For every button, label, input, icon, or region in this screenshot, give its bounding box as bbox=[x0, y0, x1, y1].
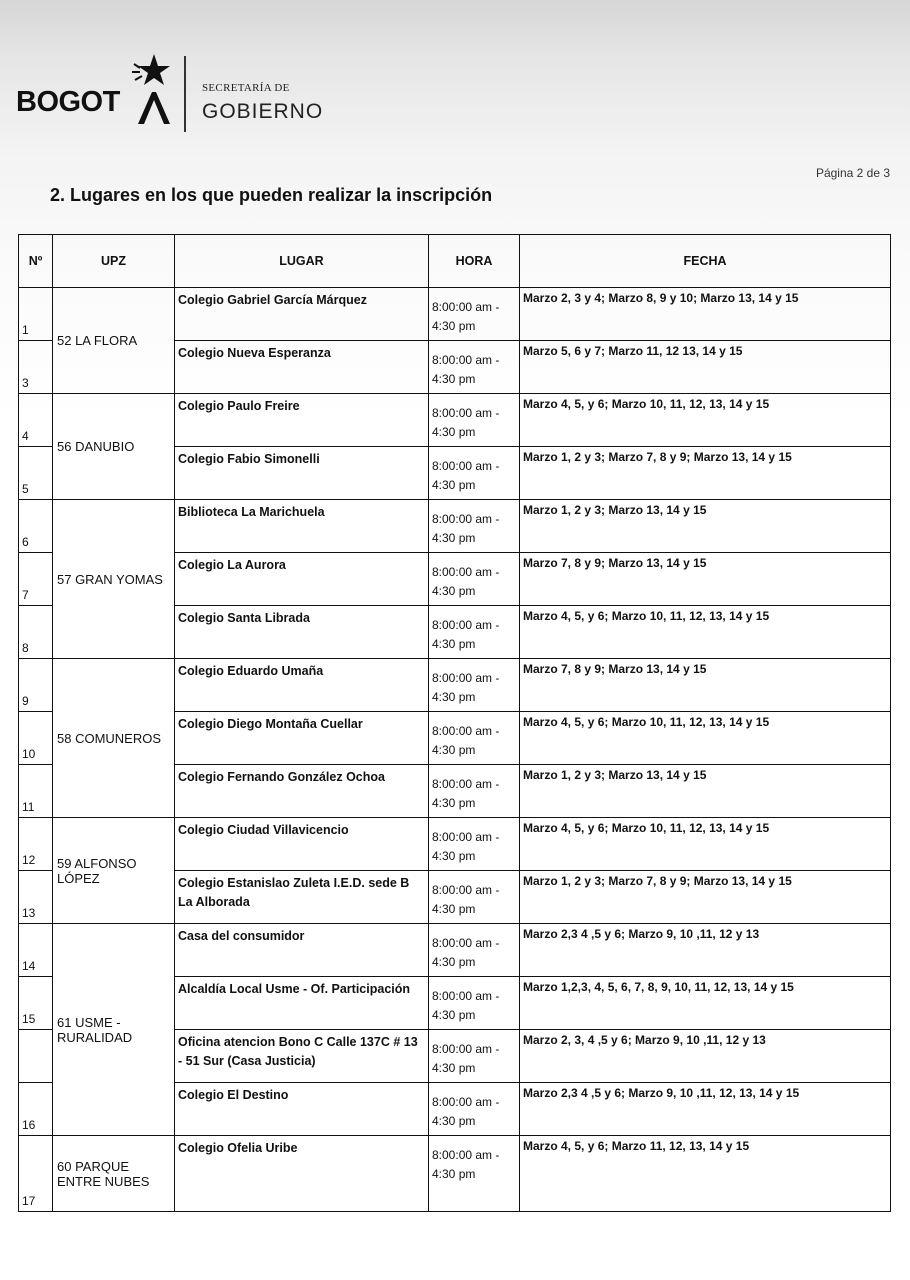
lugar-cell: Biblioteca La Marichuela bbox=[175, 500, 429, 553]
lugar-cell: Alcaldía Local Usme - Of. Participación bbox=[175, 977, 429, 1030]
header-hora: HORA bbox=[429, 235, 520, 288]
lugar-cell: Colegio Ofelia Uribe bbox=[175, 1136, 429, 1212]
hora-end: 4:30 pm bbox=[432, 1061, 476, 1075]
header-fecha: FECHA bbox=[520, 235, 891, 288]
hora-start: 8:00:00 am - bbox=[432, 459, 500, 473]
row-number: 16 bbox=[19, 1083, 53, 1136]
lugar-cell: Colegio La Aurora bbox=[175, 553, 429, 606]
hora-cell bbox=[429, 447, 520, 500]
row-number: 12 bbox=[19, 818, 53, 871]
hora-cell bbox=[429, 1083, 520, 1136]
hora-start: 8:00:00 am - bbox=[432, 777, 500, 791]
row-number: 11 bbox=[19, 765, 53, 818]
row-number: 3 bbox=[19, 341, 53, 394]
fecha-cell: Marzo 4, 5, y 6; Marzo 10, 11, 12, 13, 14 y 15 bbox=[520, 394, 891, 447]
row-number: 10 bbox=[19, 712, 53, 765]
row-number: 9 bbox=[19, 659, 53, 712]
fecha-cell: Marzo 7, 8 y 9; Marzo 13, 14 y 15 bbox=[520, 553, 891, 606]
header-num: Nº bbox=[19, 235, 53, 288]
hora-end: 4:30 pm bbox=[432, 1167, 476, 1181]
row-number: 8 bbox=[19, 606, 53, 659]
row-number: 17 bbox=[19, 1136, 53, 1212]
table-row bbox=[19, 394, 891, 447]
lambda-a-icon bbox=[134, 86, 174, 126]
table-row bbox=[19, 288, 891, 341]
row-number: 14 bbox=[19, 924, 53, 977]
fecha-cell: Marzo 2,3 4 ,5 y 6; Marzo 9, 10 ,11, 12, 13, 14 y 15 bbox=[520, 1083, 891, 1136]
fecha-cell: Marzo 1, 2 y 3; Marzo 7, 8 y 9; Marzo 13, 14 y 15 bbox=[520, 871, 891, 924]
table-row bbox=[19, 818, 891, 871]
hora-cell bbox=[429, 288, 520, 341]
logo-gobierno: GOBIERNO bbox=[202, 100, 324, 123]
fecha-cell: Marzo 4, 5, y 6; Marzo 10, 11, 12, 13, 14 y 15 bbox=[520, 818, 891, 871]
hora-end: 4:30 pm bbox=[432, 902, 476, 916]
row-number: 4 bbox=[19, 394, 53, 447]
lugar-cell: Colegio Eduardo Umaña bbox=[175, 659, 429, 712]
lugar-cell: Colegio Fabio Simonelli bbox=[175, 447, 429, 500]
fecha-cell: Marzo 4, 5, y 6; Marzo 10, 11, 12, 13, 14 y 15 bbox=[520, 606, 891, 659]
upz-cell: 61 USME - RURALIDAD bbox=[53, 924, 175, 1136]
fecha-cell: Marzo 7, 8 y 9; Marzo 13, 14 y 15 bbox=[520, 659, 891, 712]
logo-bogota-text: BOGOT bbox=[16, 86, 120, 118]
row-number: 6 bbox=[19, 500, 53, 553]
hora-cell bbox=[429, 871, 520, 924]
row-number: 13 bbox=[19, 871, 53, 924]
hora-start: 8:00:00 am - bbox=[432, 936, 500, 950]
lugar-cell: Colegio Santa Librada bbox=[175, 606, 429, 659]
hora-end: 4:30 pm bbox=[432, 425, 476, 439]
hora-cell bbox=[429, 606, 520, 659]
hora-end: 4:30 pm bbox=[432, 372, 476, 386]
row-number: 7 bbox=[19, 553, 53, 606]
table-header-row bbox=[19, 235, 891, 288]
hora-start: 8:00:00 am - bbox=[432, 724, 500, 738]
hora-end: 4:30 pm bbox=[432, 796, 476, 810]
fecha-cell: Marzo 1, 2 y 3; Marzo 7, 8 y 9; Marzo 13, 14 y 15 bbox=[520, 447, 891, 500]
hora-cell bbox=[429, 765, 520, 818]
hora-end: 4:30 pm bbox=[432, 319, 476, 333]
hora-cell bbox=[429, 977, 520, 1030]
table-row bbox=[19, 924, 891, 977]
hora-cell bbox=[429, 1030, 520, 1083]
hora-start: 8:00:00 am - bbox=[432, 830, 500, 844]
bogota-logo bbox=[16, 52, 376, 136]
hora-end: 4:30 pm bbox=[432, 1008, 476, 1022]
upz-cell: 58 COMUNEROS bbox=[53, 659, 175, 818]
hora-start: 8:00:00 am - bbox=[432, 353, 500, 367]
lugar-cell: Colegio Paulo Freire bbox=[175, 394, 429, 447]
table-row bbox=[19, 1136, 891, 1212]
page-number: Página 2 de 3 bbox=[815, 166, 890, 180]
lugar-cell: Colegio Fernando González Ochoa bbox=[175, 765, 429, 818]
fecha-cell: Marzo 5, 6 y 7; Marzo 11, 12 13, 14 y 15 bbox=[520, 341, 891, 394]
hora-start: 8:00:00 am - bbox=[432, 406, 500, 420]
hora-cell bbox=[429, 1136, 520, 1212]
hora-cell bbox=[429, 553, 520, 606]
hora-end: 4:30 pm bbox=[432, 849, 476, 863]
hora-end: 4:30 pm bbox=[432, 531, 476, 545]
upz-cell: 56 DANUBIO bbox=[53, 394, 175, 500]
fecha-cell: Marzo 2, 3 y 4; Marzo 8, 9 y 10; Marzo 13, 14 y 15 bbox=[520, 288, 891, 341]
fecha-cell: Marzo 4, 5, y 6; Marzo 11, 12, 13, 14 y 15 bbox=[520, 1136, 891, 1212]
registration-table bbox=[18, 234, 891, 1212]
hora-cell bbox=[429, 500, 520, 553]
table-row bbox=[19, 500, 891, 553]
upz-cell: 52 LA FLORA bbox=[53, 288, 175, 394]
hora-start: 8:00:00 am - bbox=[432, 1042, 500, 1056]
fecha-cell: Marzo 1, 2 y 3; Marzo 13, 14 y 15 bbox=[520, 765, 891, 818]
hora-start: 8:00:00 am - bbox=[432, 300, 500, 314]
hora-start: 8:00:00 am - bbox=[432, 989, 500, 1003]
hora-end: 4:30 pm bbox=[432, 584, 476, 598]
header-lugar: LUGAR bbox=[175, 235, 429, 288]
section-title: 2. Lugares en los que pueden realizar la inscripción bbox=[50, 185, 493, 205]
hora-cell bbox=[429, 394, 520, 447]
hora-start: 8:00:00 am - bbox=[432, 1095, 500, 1109]
hora-end: 4:30 pm bbox=[432, 955, 476, 969]
hora-cell bbox=[429, 659, 520, 712]
lugar-cell: Colegio Gabriel García Márquez bbox=[175, 288, 429, 341]
hora-end: 4:30 pm bbox=[432, 743, 476, 757]
hora-start: 8:00:00 am - bbox=[432, 671, 500, 685]
hora-start: 8:00:00 am - bbox=[432, 565, 500, 579]
fecha-cell: Marzo 1,2,3, 4, 5, 6, 7, 8, 9, 10, 11, 12, 13, 14 y 15 bbox=[520, 977, 891, 1030]
fecha-cell: Marzo 4, 5, y 6; Marzo 10, 11, 12, 13, 14 y 15 bbox=[520, 712, 891, 765]
hora-end: 4:30 pm bbox=[432, 478, 476, 492]
upz-cell: 57 GRAN YOMAS bbox=[53, 500, 175, 659]
fecha-cell: Marzo 2, 3, 4 ,5 y 6; Marzo 9, 10 ,11, 12 y 13 bbox=[520, 1030, 891, 1083]
hora-start: 8:00:00 am - bbox=[432, 883, 500, 897]
lugar-cell: Colegio Diego Montaña Cuellar bbox=[175, 712, 429, 765]
lugar-cell: Colegio Nueva Esperanza bbox=[175, 341, 429, 394]
hora-end: 4:30 pm bbox=[432, 637, 476, 651]
row-number: 15 bbox=[19, 977, 53, 1030]
logo-secretaria: SECRETARÍA DE bbox=[202, 82, 290, 94]
row-number bbox=[19, 1030, 53, 1083]
lugar-cell: Colegio El Destino bbox=[175, 1083, 429, 1136]
hora-cell bbox=[429, 818, 520, 871]
hora-end: 4:30 pm bbox=[432, 690, 476, 704]
lugar-cell: Oficina atencion Bono C Calle 137C # 13 - 51 Sur (Casa Justicia) bbox=[175, 1030, 429, 1083]
hora-start: 8:00:00 am - bbox=[432, 512, 500, 526]
row-number: 1 bbox=[19, 288, 53, 341]
upz-cell: 59 ALFONSO LÓPEZ bbox=[53, 818, 175, 924]
logo-divider bbox=[184, 56, 186, 132]
fecha-cell: Marzo 1, 2 y 3; Marzo 13, 14 y 15 bbox=[520, 500, 891, 553]
lugar-cell: Colegio Ciudad Villavicencio bbox=[175, 818, 429, 871]
header-upz: UPZ bbox=[53, 235, 175, 288]
lugar-cell: Colegio Estanislao Zuleta I.E.D. sede B La Alborada bbox=[175, 871, 429, 924]
hora-cell bbox=[429, 924, 520, 977]
fecha-cell: Marzo 2,3 4 ,5 y 6; Marzo 9, 10 ,11, 12 y 13 bbox=[520, 924, 891, 977]
row-number: 5 bbox=[19, 447, 53, 500]
table-row bbox=[19, 659, 891, 712]
hora-start: 8:00:00 am - bbox=[432, 618, 500, 632]
hora-end: 4:30 pm bbox=[432, 1114, 476, 1128]
hora-cell bbox=[429, 712, 520, 765]
upz-cell: 60 PARQUE ENTRE NUBES bbox=[53, 1136, 175, 1212]
hora-cell bbox=[429, 341, 520, 394]
lugar-cell: Casa del consumidor bbox=[175, 924, 429, 977]
hora-start: 8:00:00 am - bbox=[432, 1148, 500, 1162]
